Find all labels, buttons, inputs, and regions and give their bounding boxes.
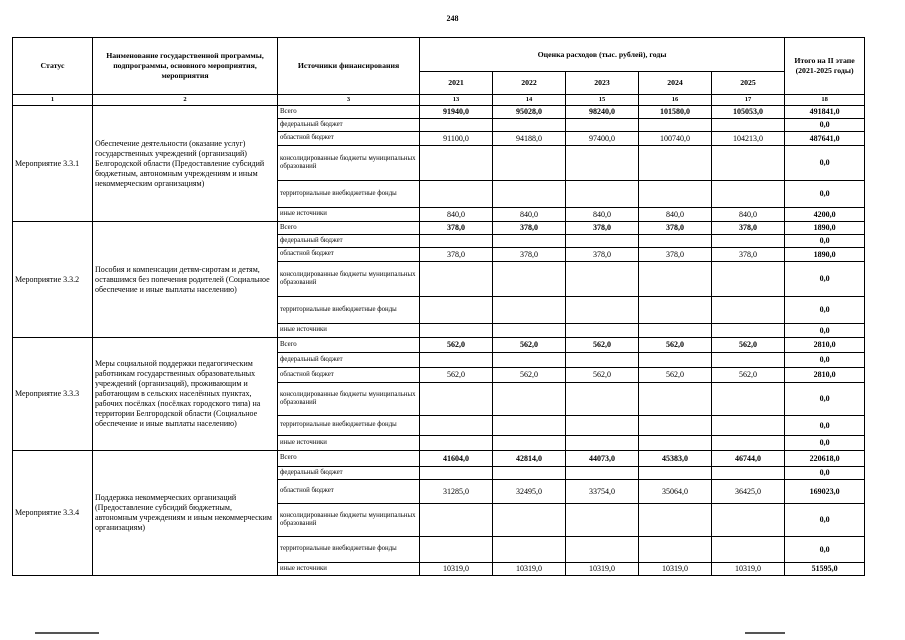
value-cell: 97400,0 bbox=[566, 132, 639, 146]
measure-status: Мероприятие 3.3.4 bbox=[13, 451, 93, 576]
column-number-row bbox=[13, 95, 865, 106]
value-cell: 10319,0 bbox=[566, 563, 639, 576]
value-cell bbox=[639, 262, 712, 297]
value-cell bbox=[566, 416, 639, 436]
total-cell: 0,0 bbox=[785, 181, 865, 208]
value-cell bbox=[712, 235, 785, 248]
value-cell: 840,0 bbox=[712, 208, 785, 222]
total-cell: 0,0 bbox=[785, 235, 865, 248]
source-label: федеральный бюджет bbox=[278, 353, 420, 368]
header-name: Наименование государственной программы, подпрограммы, основного мероприятия, мероприятия bbox=[93, 38, 278, 95]
value-cell: 378,0 bbox=[712, 222, 785, 235]
value-cell bbox=[639, 235, 712, 248]
value-cell: 840,0 bbox=[566, 208, 639, 222]
value-cell bbox=[712, 467, 785, 480]
header-year: 2025 bbox=[712, 72, 785, 95]
value-cell: 562,0 bbox=[712, 368, 785, 383]
source-label: консолидированные бюджеты муниципальных образований bbox=[278, 262, 420, 297]
source-label: Всего bbox=[278, 338, 420, 353]
value-cell: 562,0 bbox=[420, 338, 493, 353]
scan-artifact-line bbox=[35, 632, 99, 634]
value-cell bbox=[639, 297, 712, 324]
total-cell: 0,0 bbox=[785, 504, 865, 537]
measure-block bbox=[13, 106, 865, 222]
column-number: 16 bbox=[639, 95, 712, 106]
column-number: 2 bbox=[93, 95, 278, 106]
value-cell bbox=[420, 353, 493, 368]
value-cell: 41604,0 bbox=[420, 451, 493, 467]
value-cell: 840,0 bbox=[493, 208, 566, 222]
value-cell bbox=[712, 181, 785, 208]
total-cell: 4200,0 bbox=[785, 208, 865, 222]
value-cell bbox=[639, 383, 712, 416]
value-cell bbox=[712, 504, 785, 537]
value-cell: 840,0 bbox=[420, 208, 493, 222]
source-label: консолидированные бюджеты муниципальных образований bbox=[278, 504, 420, 537]
source-label: федеральный бюджет bbox=[278, 235, 420, 248]
value-cell bbox=[420, 436, 493, 451]
measure-block bbox=[13, 338, 865, 451]
value-cell: 100740,0 bbox=[639, 132, 712, 146]
value-cell bbox=[566, 436, 639, 451]
value-cell: 10319,0 bbox=[493, 563, 566, 576]
value-cell bbox=[493, 416, 566, 436]
table-row bbox=[13, 451, 865, 467]
value-cell: 35064,0 bbox=[639, 480, 712, 504]
value-cell: 46744,0 bbox=[712, 451, 785, 467]
value-cell bbox=[566, 262, 639, 297]
value-cell: 562,0 bbox=[566, 368, 639, 383]
measure-status: Мероприятие 3.3.2 bbox=[13, 222, 93, 338]
source-label: консолидированные бюджеты муниципальных образований bbox=[278, 146, 420, 181]
table-row bbox=[13, 106, 865, 119]
value-cell bbox=[493, 324, 566, 338]
value-cell: 31285,0 bbox=[420, 480, 493, 504]
value-cell bbox=[566, 467, 639, 480]
value-cell bbox=[493, 537, 566, 563]
total-cell: 0,0 bbox=[785, 324, 865, 338]
page-number: 248 bbox=[446, 14, 459, 23]
value-cell bbox=[566, 235, 639, 248]
value-cell bbox=[493, 383, 566, 416]
measure-status: Мероприятие 3.3.1 bbox=[13, 106, 93, 222]
value-cell: 101580,0 bbox=[639, 106, 712, 119]
value-cell: 840,0 bbox=[639, 208, 712, 222]
measure-name: Пособия и компенсации детям-сиротам и детям, оставшимся без попечения родителей (Социальное обеспечение и иные выплаты населению) bbox=[93, 222, 278, 338]
measure-name: Поддержка некоммерческих организаций (Предоставление субсидий бюджетным, автономным учреждениям и иным некоммерческим организациям) bbox=[93, 451, 278, 576]
total-cell: 0,0 bbox=[785, 416, 865, 436]
total-cell: 0,0 bbox=[785, 537, 865, 563]
total-cell: 51595,0 bbox=[785, 563, 865, 576]
value-cell bbox=[493, 119, 566, 132]
value-cell: 94188,0 bbox=[493, 132, 566, 146]
source-label: консолидированные бюджеты муниципальных образований bbox=[278, 383, 420, 416]
value-cell: 105053,0 bbox=[712, 106, 785, 119]
column-number: 18 bbox=[785, 95, 865, 106]
value-cell bbox=[639, 416, 712, 436]
source-label: территориальные внебюджетные фонды bbox=[278, 416, 420, 436]
value-cell: 44073,0 bbox=[566, 451, 639, 467]
value-cell bbox=[566, 297, 639, 324]
value-cell bbox=[639, 504, 712, 537]
total-cell: 2810,0 bbox=[785, 368, 865, 383]
total-cell: 0,0 bbox=[785, 262, 865, 297]
value-cell bbox=[566, 324, 639, 338]
header-year: 2024 bbox=[639, 72, 712, 95]
source-label: Всего bbox=[278, 106, 420, 119]
value-cell: 562,0 bbox=[420, 368, 493, 383]
table-row bbox=[13, 338, 865, 353]
column-number: 15 bbox=[566, 95, 639, 106]
value-cell bbox=[420, 181, 493, 208]
total-cell: 0,0 bbox=[785, 146, 865, 181]
total-cell: 0,0 bbox=[785, 297, 865, 324]
value-cell bbox=[566, 537, 639, 563]
value-cell bbox=[493, 353, 566, 368]
header-estimate: Оценка расходов (тыс. рублей), годы bbox=[420, 38, 785, 72]
value-cell bbox=[420, 235, 493, 248]
value-cell: 104213,0 bbox=[712, 132, 785, 146]
table-row bbox=[13, 222, 865, 235]
source-label: федеральный бюджет bbox=[278, 119, 420, 132]
value-cell bbox=[420, 504, 493, 537]
value-cell bbox=[639, 353, 712, 368]
value-cell bbox=[712, 324, 785, 338]
value-cell bbox=[712, 436, 785, 451]
value-cell bbox=[420, 537, 493, 563]
value-cell bbox=[420, 416, 493, 436]
value-cell bbox=[712, 297, 785, 324]
column-number: 17 bbox=[712, 95, 785, 106]
column-number: 3 bbox=[278, 95, 420, 106]
total-cell: 169023,0 bbox=[785, 480, 865, 504]
value-cell bbox=[493, 235, 566, 248]
value-cell bbox=[420, 297, 493, 324]
total-cell: 487641,0 bbox=[785, 132, 865, 146]
header-total: Итого на II этапе (2021-2025 годы) bbox=[785, 38, 865, 95]
value-cell: 378,0 bbox=[493, 248, 566, 262]
value-cell: 562,0 bbox=[493, 368, 566, 383]
header-year: 2022 bbox=[493, 72, 566, 95]
value-cell: 562,0 bbox=[566, 338, 639, 353]
value-cell bbox=[493, 181, 566, 208]
value-cell: 378,0 bbox=[420, 248, 493, 262]
scan-artifact-line bbox=[745, 632, 785, 634]
budget-table bbox=[12, 37, 865, 576]
measure-block bbox=[13, 222, 865, 338]
total-cell: 220618,0 bbox=[785, 451, 865, 467]
value-cell: 378,0 bbox=[639, 248, 712, 262]
value-cell bbox=[566, 353, 639, 368]
total-cell: 491841,0 bbox=[785, 106, 865, 119]
source-label: областной бюджет bbox=[278, 248, 420, 262]
value-cell: 36425,0 bbox=[712, 480, 785, 504]
source-label: иные источники bbox=[278, 436, 420, 451]
value-cell bbox=[712, 537, 785, 563]
value-cell: 378,0 bbox=[639, 222, 712, 235]
source-label: иные источники bbox=[278, 324, 420, 338]
value-cell: 33754,0 bbox=[566, 480, 639, 504]
total-cell: 0,0 bbox=[785, 436, 865, 451]
total-cell: 1890,0 bbox=[785, 222, 865, 235]
total-cell: 1890,0 bbox=[785, 248, 865, 262]
column-number: 14 bbox=[493, 95, 566, 106]
measure-status: Мероприятие 3.3.3 bbox=[13, 338, 93, 451]
value-cell bbox=[639, 467, 712, 480]
value-cell bbox=[566, 383, 639, 416]
value-cell bbox=[493, 297, 566, 324]
value-cell: 378,0 bbox=[566, 248, 639, 262]
total-cell: 0,0 bbox=[785, 383, 865, 416]
value-cell bbox=[639, 146, 712, 181]
value-cell bbox=[420, 467, 493, 480]
column-number: 1 bbox=[13, 95, 93, 106]
value-cell: 378,0 bbox=[566, 222, 639, 235]
measure-block bbox=[13, 451, 865, 576]
value-cell bbox=[420, 262, 493, 297]
total-cell: 0,0 bbox=[785, 119, 865, 132]
source-label: территориальные внебюджетные фонды bbox=[278, 537, 420, 563]
value-cell bbox=[639, 324, 712, 338]
total-cell: 2810,0 bbox=[785, 338, 865, 353]
value-cell: 378,0 bbox=[420, 222, 493, 235]
total-cell: 0,0 bbox=[785, 467, 865, 480]
value-cell: 32495,0 bbox=[493, 480, 566, 504]
value-cell bbox=[566, 146, 639, 181]
value-cell bbox=[566, 119, 639, 132]
value-cell: 45383,0 bbox=[639, 451, 712, 467]
value-cell bbox=[712, 262, 785, 297]
value-cell bbox=[639, 436, 712, 451]
value-cell: 562,0 bbox=[639, 368, 712, 383]
value-cell bbox=[566, 181, 639, 208]
measure-name: Меры социальной поддержки педагогическим работникам государственных образовательных учреждений (организаций), проживающим и работающим в сельских населённых пунктах, рабочих посёлках (посёлках городского типа) на территории Белгородской области (Социальное обеспечение и иные выплаты населению) bbox=[93, 338, 278, 451]
value-cell bbox=[639, 181, 712, 208]
source-label: иные источники bbox=[278, 563, 420, 576]
source-label: Всего bbox=[278, 222, 420, 235]
value-cell bbox=[420, 119, 493, 132]
value-cell bbox=[639, 119, 712, 132]
value-cell: 42814,0 bbox=[493, 451, 566, 467]
value-cell: 91100,0 bbox=[420, 132, 493, 146]
source-label: иные источники bbox=[278, 208, 420, 222]
value-cell bbox=[493, 504, 566, 537]
source-label: областной бюджет bbox=[278, 480, 420, 504]
value-cell: 10319,0 bbox=[639, 563, 712, 576]
value-cell bbox=[493, 467, 566, 480]
header-year: 2021 bbox=[420, 72, 493, 95]
value-cell bbox=[493, 262, 566, 297]
value-cell bbox=[420, 146, 493, 181]
value-cell bbox=[493, 146, 566, 181]
value-cell bbox=[566, 504, 639, 537]
value-cell: 98240,0 bbox=[566, 106, 639, 119]
value-cell: 378,0 bbox=[493, 222, 566, 235]
value-cell: 10319,0 bbox=[712, 563, 785, 576]
value-cell bbox=[712, 416, 785, 436]
measure-name: Обеспечение деятельности (оказание услуг) государственных учреждений (организаций) Белгородской области (Предоставление субсидий бюджетным, автономным учреждениям и иным некоммерческим организациям) bbox=[93, 106, 278, 222]
value-cell bbox=[420, 324, 493, 338]
value-cell: 10319,0 bbox=[420, 563, 493, 576]
value-cell bbox=[639, 537, 712, 563]
value-cell bbox=[493, 436, 566, 451]
value-cell: 562,0 bbox=[639, 338, 712, 353]
value-cell: 562,0 bbox=[712, 338, 785, 353]
value-cell bbox=[712, 353, 785, 368]
header-sources: Источники финансирования bbox=[278, 38, 420, 95]
source-label: областной бюджет bbox=[278, 132, 420, 146]
source-label: территориальные внебюджетные фонды bbox=[278, 181, 420, 208]
source-label: территориальные внебюджетные фонды bbox=[278, 297, 420, 324]
source-label: областной бюджет bbox=[278, 368, 420, 383]
value-cell: 562,0 bbox=[493, 338, 566, 353]
header-year: 2023 bbox=[566, 72, 639, 95]
header-status: Статус bbox=[13, 38, 93, 95]
value-cell bbox=[712, 146, 785, 181]
value-cell bbox=[420, 383, 493, 416]
value-cell: 95028,0 bbox=[493, 106, 566, 119]
column-number: 13 bbox=[420, 95, 493, 106]
value-cell bbox=[712, 119, 785, 132]
source-label: Всего bbox=[278, 451, 420, 467]
source-label: федеральный бюджет bbox=[278, 467, 420, 480]
value-cell: 91940,0 bbox=[420, 106, 493, 119]
value-cell: 378,0 bbox=[712, 248, 785, 262]
total-cell: 0,0 bbox=[785, 353, 865, 368]
value-cell bbox=[712, 383, 785, 416]
